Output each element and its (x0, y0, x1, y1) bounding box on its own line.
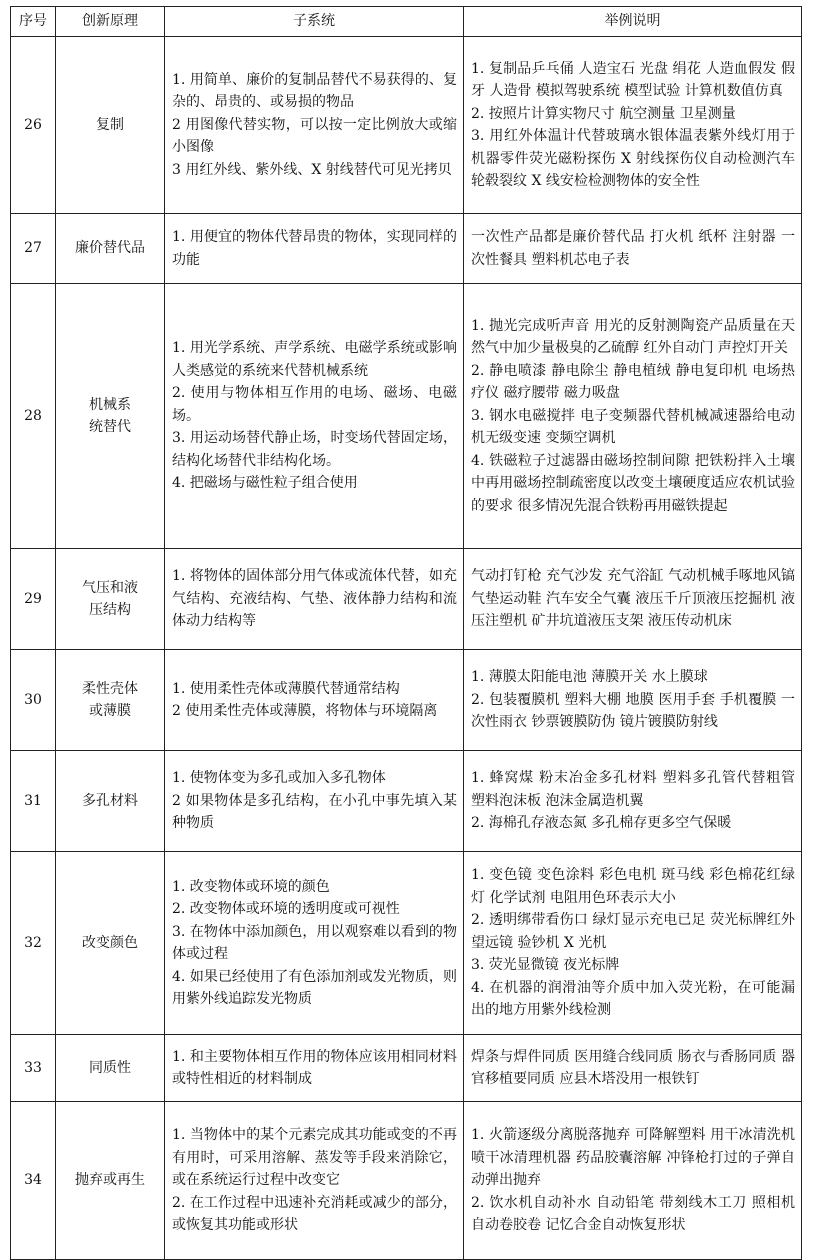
subsystem-item: 1. 将物体的固体部分用气体或流体代替，如充气结构、充液结构、气垫、液体静力结构和流体动力结构等 (172, 568, 457, 630)
example-item: 气动打钉枪 充气沙发 充气浴缸 气动机械手啄地风镐 气垫运动鞋 汽车安全气囊 液压千斤顶液压挖掘机 液压注塑机 矿井坑道液压支架 液压传动机床 (471, 568, 795, 630)
example-item: 4. 铁磁粒子过滤器由磁场控制间隙 把铁粉拌入土壤中再用磁场控制疏密度以改变土壤硬度适应农机试验的要求 很多情况先混合铁粉再用磁铁提起 (471, 452, 795, 514)
principle-line: 改变颜色 (82, 934, 138, 951)
subsystem-item: 2. 在工作过程中迅速补充消耗或减少的部分，或恢复其功能或形状 (172, 1194, 457, 1234)
subsystem-item: 2 用图像代替实物，可以按一定比例放大或缩小图像 (172, 116, 457, 156)
subsystem-item: 2 如果物体是多孔结构，在小孔中事先填入某种物质 (172, 792, 457, 832)
subsystem-cell (165, 37, 464, 214)
subsystem-item: 4. 如果已经使用了有色添加剂或发光物质，则用紫外线追踪发光物质 (172, 968, 457, 1007)
table-row (11, 214, 802, 284)
principle-line: 同质性 (89, 1059, 131, 1076)
subsystem-item: 1. 用简单、廉价的复制品替代不易获得的、复杂的、昂贵的、或易损的物品 (172, 71, 457, 111)
principle-line: 机械系 (89, 396, 131, 413)
row-number: 27 (11, 214, 56, 284)
examples-cell (464, 549, 802, 650)
example-item: 2. 饮水机自动补水 自动铅笔 带刻线木工刀 照相机自动卷胶卷 记忆合金自动恢复形状 (471, 1194, 795, 1234)
table-header-row (11, 7, 802, 37)
subsystem-cell (165, 549, 464, 650)
subsystem-cell (165, 214, 464, 284)
subsystem-item: 1. 用便宜的物体代替昂贵的物体，实现同样的功能 (172, 229, 457, 268)
example-item: 2. 海棉孔存液态氮 多孔棉存更多空气保暖 (471, 815, 732, 832)
example-item: 3. 钢水电磁搅拌 电子变频器代替机械减速器给电动机无级变速 变频空调机 (471, 407, 795, 447)
table-row (11, 751, 802, 852)
subsystem-cell (165, 1035, 464, 1102)
examples-cell (464, 37, 802, 214)
row-number: 26 (11, 37, 56, 214)
principle-cell (56, 1102, 165, 1260)
example-item: 1. 变色镜 变色涂料 彩色电机 斑马线 彩色棉花红绿灯 化学试剂 电阻用色环表示大小 (471, 867, 795, 906)
row-number: 28 (11, 284, 56, 549)
table-row (11, 1102, 802, 1260)
subsystem-item: 1. 改变物体或环境的颜色 (172, 878, 330, 895)
principle-line: 统替代 (89, 419, 131, 435)
examples-cell (464, 751, 802, 852)
header-subsystem: 子系统 (165, 7, 464, 37)
principle-line: 廉价替代品 (75, 240, 145, 257)
example-item: 焊条与焊件同质 医用缝合线同质 肠衣与香肠同质 器官移植要同质 应县木塔没用一根铁钉 (471, 1048, 795, 1087)
example-item: 2. 静电喷漆 静电除尘 静电植绒 静电复印机 电场热疗仪 磁疗腰带 磁力吸盘 (471, 362, 795, 402)
table-row (11, 650, 802, 751)
subsystem-cell (165, 1102, 464, 1260)
principle-line: 柔性壳体 (82, 680, 138, 697)
subsystem-item: 1. 当物体中的某个元素完成其功能或变的不再有用时，可采用溶解、蒸发等手段来消除它，或在系统运行过程中改变它 (172, 1127, 457, 1189)
header-examples: 举例说明 (464, 7, 802, 37)
examples-cell (464, 650, 802, 751)
principle-cell (56, 284, 165, 549)
principle-line: 多孔材料 (82, 792, 138, 809)
principle-cell (56, 1035, 165, 1102)
examples-cell (464, 852, 802, 1035)
subsystem-cell (165, 751, 464, 852)
principle-cell (56, 549, 165, 650)
example-item: 2. 透明绑带看伤口 绿灯显示充电已足 荧光标牌红外望远镜 验钞机 X 光机 (471, 912, 795, 951)
table-row (11, 549, 802, 650)
row-number: 34 (11, 1102, 56, 1260)
subsystem-item: 1. 使物体变为多孔或加入多孔物体 (172, 770, 386, 787)
example-item: 2. 按照片计算实物尺寸 航空测量 卫星测量 (471, 105, 736, 122)
example-item: 1. 蜂窝煤 粉末冶金多孔材料 塑料多孔管代替粗管 塑料泡沫板 泡沫金属造机翼 (471, 770, 795, 809)
subsystem-cell (165, 284, 464, 549)
example-item: 1. 火箭逐级分离脱落抛弃 可降解塑料 用干冰清洗机喷干冰清理机器 药品胶囊溶解 冲锋枪打过的子弹自动弹出抛弃 (471, 1127, 795, 1189)
principle-cell (56, 751, 165, 852)
principles-table (10, 6, 802, 1260)
subsystem-item: 2. 改变物体或环境的透明度或可视性 (172, 901, 400, 917)
principle-line: 或薄膜 (89, 703, 131, 719)
row-number: 32 (11, 852, 56, 1035)
table-row (11, 284, 802, 549)
example-item: 1. 复制品乒乓俑 人造宝石 光盘 绢花 人造血假发 假牙 人造骨 模拟驾驶系统 模型试验 计算机数值仿真 (471, 60, 795, 99)
examples-cell (464, 1035, 802, 1102)
subsystem-item: 3. 用运动场替代静止场，时变场代替固定场，结构化场替代非结构化场。 (172, 430, 457, 469)
principle-cell (56, 650, 165, 751)
examples-cell (464, 1102, 802, 1260)
principle-line: 气压和液 (82, 579, 138, 596)
subsystem-item: 2 使用柔性壳体或薄膜，将物体与环境隔离 (172, 703, 438, 719)
subsystem-item: 3. 在物体中添加颜色，用以观察难以看到的物体或过程 (172, 923, 457, 962)
principle-cell (56, 852, 165, 1035)
subsystem-item: 3 用红外线、紫外线、X 射线替代可见光拷贝 (172, 161, 452, 178)
example-item: 1. 抛光完成听声音 用光的反射测陶瓷产品质量在天然气中加少量极臭的乙硫醇 红外自动门 声控灯开关 (471, 317, 795, 357)
examples-cell (464, 284, 802, 549)
example-item: 4. 在机器的润滑油等介质中加入荧光粉，在可能漏出的地方用紫外线检测 (471, 979, 795, 1019)
principle-cell (56, 37, 165, 214)
principle-cell (56, 214, 165, 284)
example-item: 1. 薄膜太阳能电池 薄膜开关 水上膜球 (471, 669, 708, 686)
row-number: 30 (11, 650, 56, 751)
table-row (11, 37, 802, 214)
principle-line: 压结构 (89, 602, 131, 618)
header-principle: 创新原理 (56, 7, 165, 37)
subsystem-item: 4. 把磁场与磁性粒子组合使用 (172, 475, 358, 492)
subsystem-item: 1. 用光学系统、声学系统、电磁学系统或影响人类感觉的系统来代替机械系统 (172, 340, 457, 379)
subsystem-item: 1. 使用柔性壳体或薄膜代替通常结构 (172, 680, 400, 697)
subsystem-item: 2. 使用与物体相互作用的电场、磁场、电磁场。 (172, 385, 457, 424)
subsystem-cell (165, 650, 464, 751)
example-item: 3. 荧光显微镜 夜光标牌 (471, 957, 620, 974)
principle-line: 抛弃或再生 (75, 1172, 145, 1189)
table-row (11, 1035, 802, 1102)
example-item: 3. 用红外体温计代替玻璃水银体温表紫外线灯用于机器零件荧光磁粉探伤 X 射线探伤仪自动检测汽车轮毂裂纹 X 线安检检测物体的安全性 (471, 128, 795, 189)
examples-cell (464, 214, 802, 284)
example-item: 2. 包装覆膜机 塑料大棚 地膜 医用手套 手机覆膜 一次性雨衣 钞票镀膜防伪 镜片镀膜防射线 (471, 691, 795, 731)
example-item: 一次性产品都是廉价替代品 打火机 纸杯 注射器 一次性餐具 塑料机芯电子表 (471, 229, 795, 268)
table-row (11, 852, 802, 1035)
principle-line: 复制 (96, 116, 124, 133)
header-no: 序号 (11, 7, 56, 37)
row-number: 31 (11, 751, 56, 852)
subsystem-cell (165, 852, 464, 1035)
row-number: 29 (11, 549, 56, 650)
row-number: 33 (11, 1035, 56, 1102)
subsystem-item: 1. 和主要物体相互作用的物体应该用相同材料或特性相近的材料制成 (172, 1048, 457, 1087)
